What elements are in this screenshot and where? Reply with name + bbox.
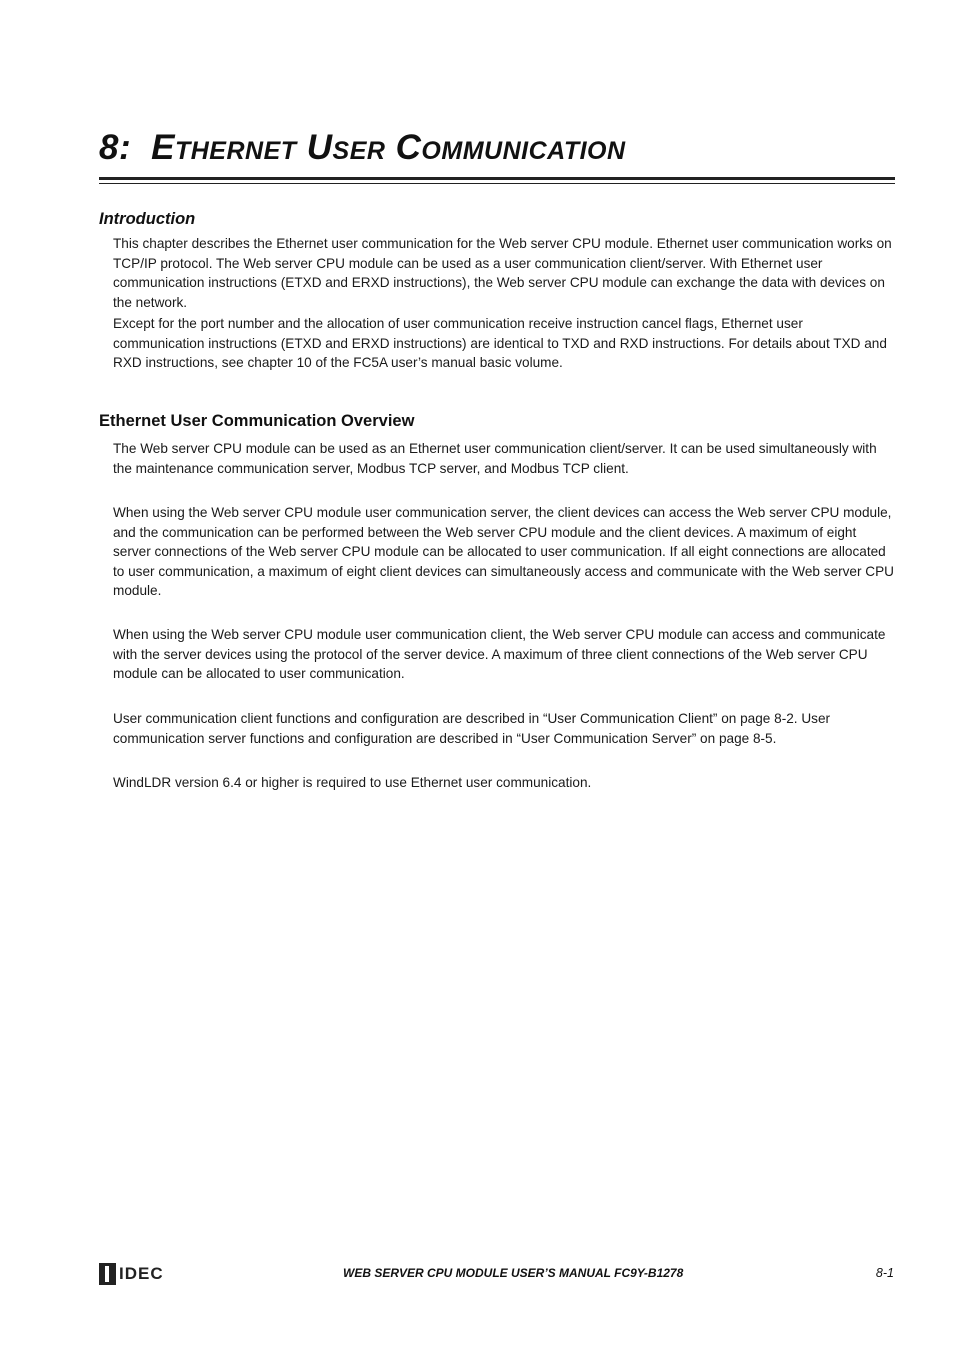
overview-paragraph-3: When using the Web server CPU module user communication client, the Web server CPU module can access and communicate with the server devices using the protocol of the server device. A maximum of three client connections of the Web server CPU module can be allocated to user communication. bbox=[113, 627, 886, 681]
idec-logo-text: IDEC bbox=[119, 1264, 164, 1283]
intro-paragraph-1: This chapter describes the Ethernet user communication for the Web server CPU module. Ethernet user communication works on TCP/IP protocol. The Web server CPU module can be used as a user communication client/server. With Ethernet user communication instructions (ETXD and ERXD instructions), the Web server CPU module can exchange the data with devices on the network. bbox=[113, 236, 892, 310]
idec-logo-mark-icon bbox=[99, 1263, 116, 1285]
section-heading-overview: Ethernet User Communication Overview bbox=[99, 412, 415, 430]
overview-paragraph-2: When using the Web server CPU module user communication server, the client devices can access the Web server CPU module, and the communication can be performed between the Web server CPU module and the client devices. A maximum of eight server connections of the Web server CPU module can be allocated to user communication. If all eight connections are allocated to user communication, a maximum of eight client devices can simultaneously access and communicate with the Web server CPU module. bbox=[113, 505, 894, 598]
intro-paragraph-2: Except for the port number and the allocation of user communication receive instruction cancel flags, Ethernet user communication instructions (ETXD and ERXD instructions) are identical to TXD and RXD instructions. For details about TXD and RXD instructions, see chapter 10 of the FC5A user’s manual basic volume. bbox=[113, 316, 887, 370]
chapter-number: 8: bbox=[99, 128, 132, 167]
title-rule-thick bbox=[99, 177, 895, 180]
footer-page-number: 8-1 bbox=[875, 1266, 894, 1280]
overview-paragraph-5: WindLDR version 6.4 or higher is required to use Ethernet user communication. bbox=[113, 775, 592, 790]
overview-paragraph-4: User communication client functions and configuration are described in “User Communication Client” on page 8-2. User communication server functions and configuration are described in “User Communication Server” on page 8-5. bbox=[113, 711, 831, 746]
section-heading-introduction: Introduction bbox=[99, 210, 196, 228]
chapter-title-text: Ethernet User Communication bbox=[151, 128, 626, 167]
chapter-title bbox=[99, 128, 626, 168]
idec-logo bbox=[99, 1263, 164, 1285]
footer-manual-title: WEB SERVER CPU MODULE USER’S MANUAL FC9Y-B1278 bbox=[343, 1266, 684, 1280]
overview-paragraph-1: The Web server CPU module can be used as an Ethernet user communication client/server. It can be used simultaneously with the maintenance communication server, Modbus TCP server, and Modbus TCP client. bbox=[113, 441, 877, 476]
title-rule-thin bbox=[99, 183, 895, 184]
